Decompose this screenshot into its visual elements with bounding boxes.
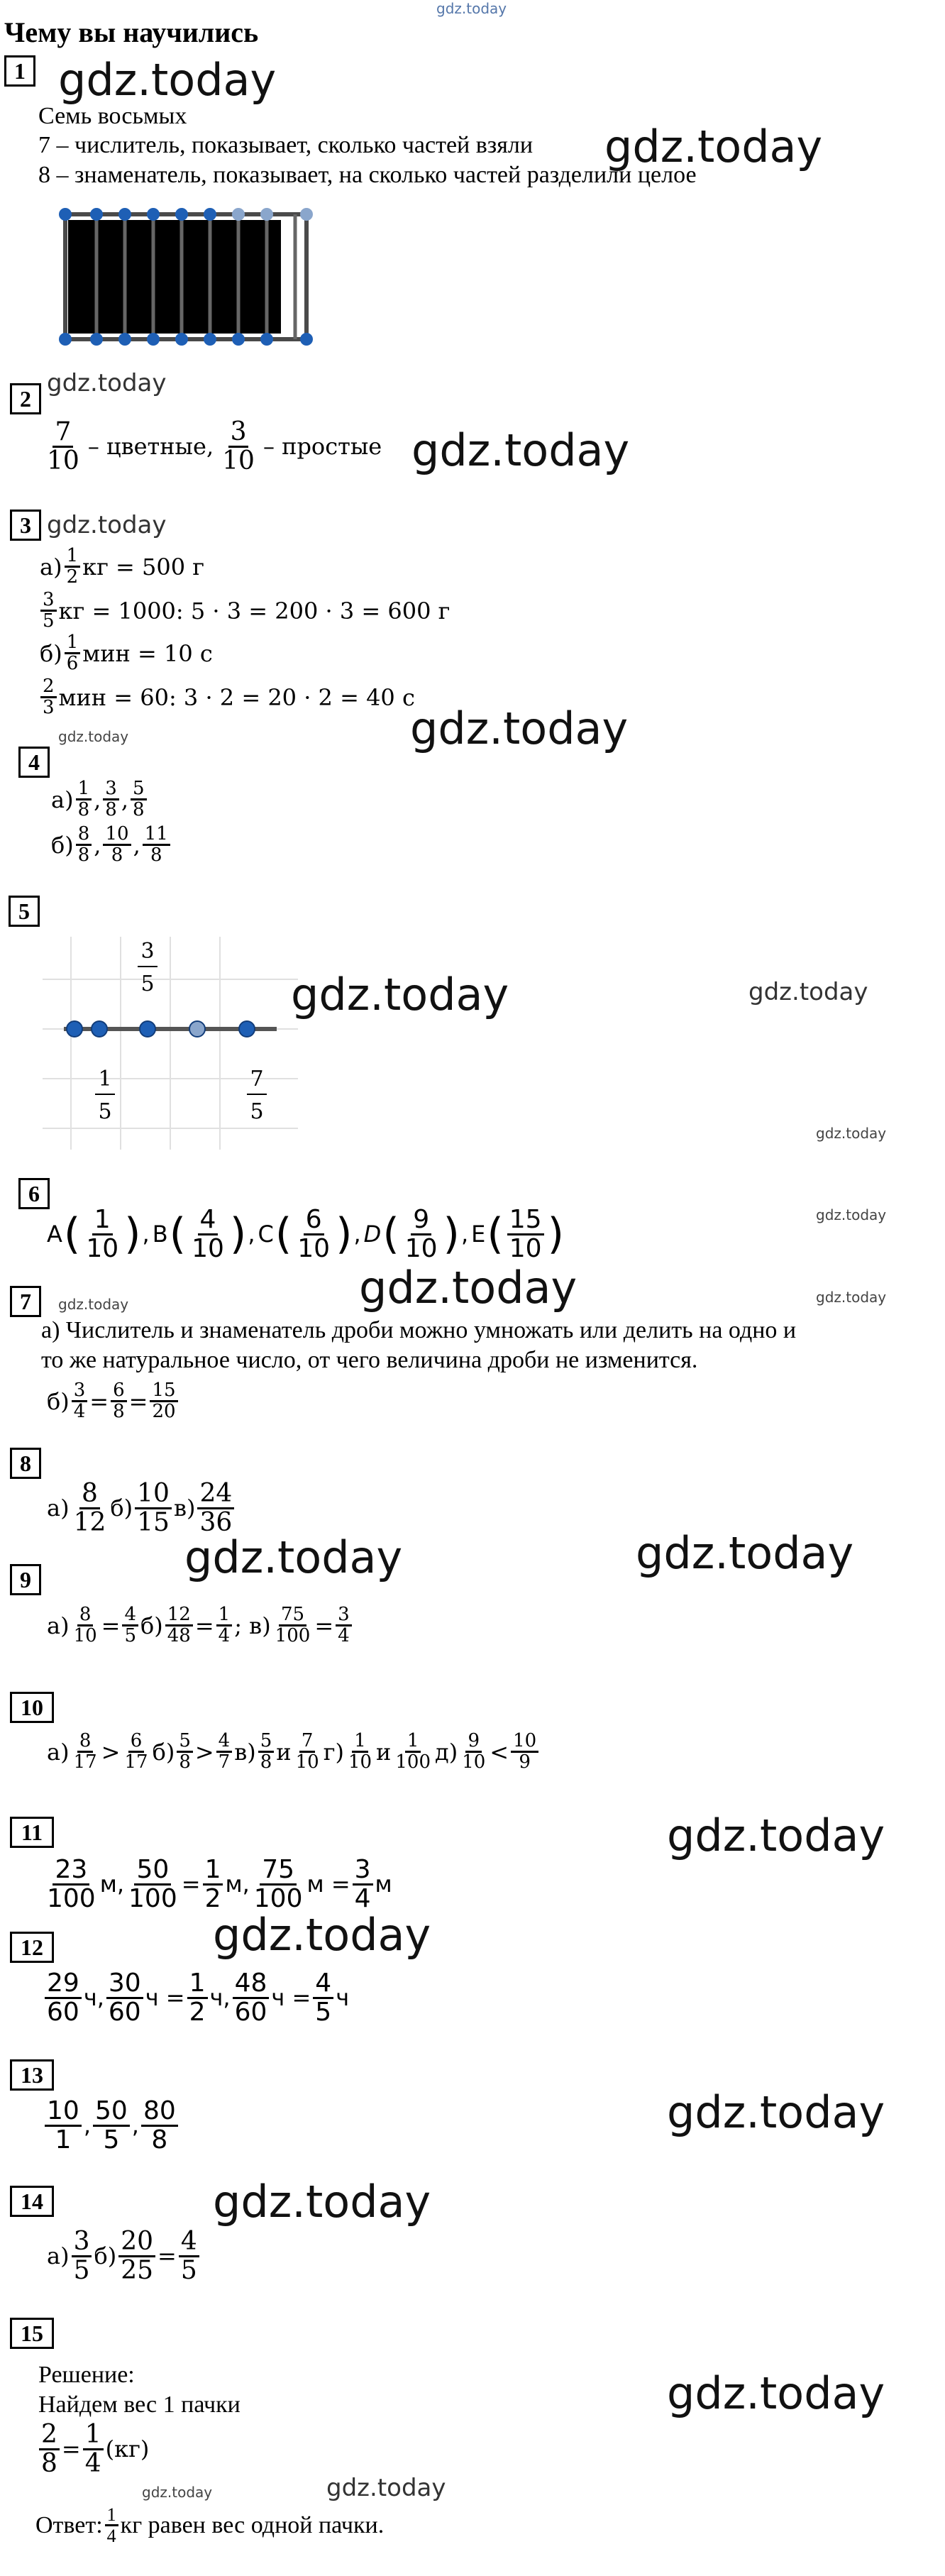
t15-answer: Ответ: $\frac{1}{4}$ кг равен вес одной пачки.: [35, 2504, 385, 2547]
t1-line3: 8 – знаменатель, показывает, на сколько частей разделили целое: [38, 162, 697, 188]
point-B: B: [152, 1221, 168, 1248]
watermark: gdz.today: [667, 2086, 885, 2138]
t14-expr: а) $\frac{3}{5}$ б) $\frac{20}{25}$ = $\frac{4}{5}$: [47, 2228, 201, 2284]
t3-b2: $\frac{2}{3}$ мин = 60: 3 · 2 = 20 · 2 = 40 с: [38, 677, 415, 718]
task-number-14: 14: [10, 2186, 54, 2217]
word-and: и: [276, 1738, 292, 1766]
t12-expr: $\frac{29}{60}$ ч, $\frac{30}{60}$ ч = $\frac{1}{2}$ ч, $\frac{48}{60}$ ч = $\frac{4}{5}$ ч: [43, 1970, 349, 2026]
watermark: gdz.today: [58, 1296, 129, 1313]
t15-answer-label: Ответ:: [35, 2511, 103, 2538]
label-b: б): [47, 1387, 70, 1415]
svg-text:5: 5: [140, 971, 155, 996]
label-b: б): [94, 2242, 117, 2270]
t7-line1: а) Числитель и знаменатель дроби можно умножать или делить на одно и: [41, 1317, 797, 1343]
watermark: gdz.today: [359, 1262, 578, 1314]
t3-min2: мин = 60: 3 · 2 = 20 · 2 = 40 с: [58, 683, 415, 711]
watermark: gdz.today: [604, 121, 823, 172]
t4-a: а) $\frac{1}{8}$ , $\frac{3}{8}$ , $\frac{5}{8}$: [51, 779, 149, 820]
label-b: б): [152, 1738, 175, 1766]
watermark: gdz.today: [411, 424, 630, 476]
t3-min: мин = 10 с: [82, 639, 213, 667]
label-d: д): [435, 1738, 458, 1766]
t10-expr: а) $\frac{8}{17}$ > $\frac{6}{17}$ б) $\frac{5}{8}$ > $\frac{4}{7}$ в) $\frac{5}{8}$ и $\frac{7}{10}$ г) $\frac{1}{10}$ и $\frac{1}{100}$ д) $\frac{9}{10}$ < $\frac{10}{9}$: [47, 1732, 541, 1773]
svg-text:3: 3: [140, 939, 155, 964]
t3-kg2: кг = 1000: 5 · 3 = 200 · 3 = 600 г: [58, 597, 451, 624]
label-b: б): [110, 1495, 133, 1522]
t15-expr: $\frac{2}{8}$ = $\frac{1}{4}$ (кг): [37, 2421, 149, 2477]
label-g: г): [323, 1738, 344, 1766]
label-a: а): [47, 1495, 70, 1522]
task-number-8: 8: [10, 1448, 41, 1479]
t4-b: б) $\frac{8}{8}$ , $\frac{10}{8}$ , $\frac{11}{8}$: [51, 825, 172, 866]
task-number-1: 1: [4, 55, 35, 87]
watermark: gdz.today: [667, 2367, 885, 2419]
watermark: gdz.today: [748, 978, 868, 1006]
task-number-12: 12: [10, 1932, 54, 1963]
t6-points: A ( $\frac{1}{10}$ ) , B ( $\frac{4}{10}$ ) , C ( $\frac{6}{10}$ ) , D ( $\frac{9}{10}$ ) , E ( $\frac{15}{10}$ ): [47, 1205, 565, 1263]
watermark: gdz.today: [816, 1206, 887, 1223]
watermark: gdz.today: [47, 369, 167, 397]
label-a: а): [47, 1612, 70, 1639]
label-v: ; в): [234, 1612, 271, 1639]
t11-m: м,: [99, 1871, 125, 1898]
t15-line1: Решение:: [38, 2362, 135, 2388]
task-number-2: 2: [10, 383, 41, 414]
svg-text:7: 7: [250, 1067, 264, 1091]
t12-h4: ч =: [271, 1984, 311, 2012]
t12-h2: ч =: [145, 1984, 185, 2012]
point-A: A: [47, 1221, 62, 1248]
t11-m2: м,: [225, 1871, 250, 1898]
watermark: gdz.today: [326, 2474, 446, 2502]
label-v: в): [234, 1738, 256, 1766]
watermark: gdz.today: [184, 1531, 403, 1583]
watermark: gdz.today: [213, 1909, 431, 1961]
point-C: C: [258, 1221, 274, 1248]
t15-answer-text: кг равен вес одной пачки.: [120, 2511, 385, 2538]
point-E: E: [471, 1221, 486, 1248]
t11-expr: $\frac{23}{100}$ м, $\frac{50}{100}$ = $\frac{1}{2}$ м, $\frac{75}{100}$ м = $\frac{3}{4}$ м: [47, 1855, 392, 1913]
t15-kg: (кг): [105, 2435, 150, 2463]
watermark: gdz.today: [47, 511, 167, 539]
t2-plain: – простые: [262, 433, 382, 461]
t3-b1: б) $\frac{1}{6}$ мин = 10 с: [40, 632, 213, 675]
watermark: gdz.today: [636, 1527, 854, 1579]
t9-expr: а) $\frac{8}{10}$ = $\frac{4}{5}$ б) $\frac{12}{48}$ = $\frac{1}{4}$ ; в) $\frac{75}{100}$ = $\frac{3}{4}$: [47, 1605, 354, 1646]
t1-line1: Семь восьмых: [38, 103, 187, 129]
task-number-10: 10: [10, 1692, 54, 1723]
watermark: gdz.today: [410, 703, 629, 754]
t13-expr: $\frac{10}{1}$ , $\frac{50}{5}$ , $\frac{80}{8}$: [43, 2098, 180, 2154]
task-number-3: 3: [10, 510, 41, 541]
fraction-drawing: [57, 206, 326, 348]
watermark: gdz.today: [142, 2484, 213, 2501]
t8-expr: а) $\frac{8}{12}$ б) $\frac{10}{15}$ в) $\frac{24}{36}$: [47, 1480, 236, 1536]
label-a: а): [51, 786, 74, 813]
t7-line2: то же натуральное число, от чего величина дроби не изменится.: [41, 1347, 698, 1373]
svg-text:5: 5: [250, 1099, 264, 1124]
t3-a1: а) $\frac{1}{2}$ кг = 500 г: [40, 545, 205, 588]
label-b: б): [40, 639, 62, 667]
task-number-6: 6: [18, 1178, 50, 1209]
task-number-13: 13: [10, 2059, 54, 2091]
t7-b: б) $\frac{3}{4}$ = $\frac{6}{8}$ = $\frac{15}{20}$: [47, 1381, 180, 1422]
t12-h3: ч,: [209, 1984, 231, 2012]
label-a: а): [47, 1738, 70, 1766]
watermark: gdz.today: [667, 1810, 885, 1861]
number-line-graphic: [43, 937, 298, 1150]
label-v: в): [173, 1495, 196, 1522]
label-b: б): [140, 1612, 163, 1639]
watermark: gdz.today: [816, 1289, 887, 1306]
page-title: Чему вы научились: [4, 16, 259, 48]
task-number-11: 11: [10, 1817, 54, 1848]
svg-text:1: 1: [98, 1067, 112, 1091]
watermark: gdz.today: [213, 2176, 431, 2228]
t3-a2: $\frac{3}{5}$ кг = 1000: 5 · 3 = 200 · 3 = 600 г: [38, 590, 450, 632]
task-number-9: 9: [10, 1564, 41, 1595]
task-number-5: 5: [9, 896, 40, 927]
label-a: а): [47, 2242, 70, 2270]
word-and: и: [376, 1738, 392, 1766]
watermark: gdz.today: [291, 969, 509, 1020]
t3-kg: кг = 500 г: [82, 553, 205, 580]
t2-expr: $\frac{7}{10}$ – цветные, $\frac{3}{10}$ – простые: [47, 417, 382, 475]
watermark: gdz.today: [816, 1125, 887, 1142]
svg-text:5: 5: [98, 1099, 112, 1124]
t12-h: ч,: [83, 1984, 104, 2012]
watermark: gdz.today: [58, 728, 129, 745]
point-D: D: [363, 1221, 382, 1248]
label-a: а): [40, 553, 62, 580]
t1-line2: 7 – числитель, показывает, сколько частей взяли: [38, 132, 534, 158]
watermark: gdz.today: [58, 54, 277, 106]
task-number-15: 15: [10, 2318, 54, 2349]
label-b: б): [51, 831, 74, 859]
task-number-4: 4: [18, 747, 50, 778]
t2-colored: – цветные,: [87, 433, 214, 461]
t11-m3: м =: [306, 1871, 350, 1898]
t15-line2: Найдем вес 1 пачки: [38, 2391, 241, 2418]
task-number-7: 7: [10, 1286, 41, 1317]
site-watermark-top: gdz.today: [436, 0, 507, 17]
